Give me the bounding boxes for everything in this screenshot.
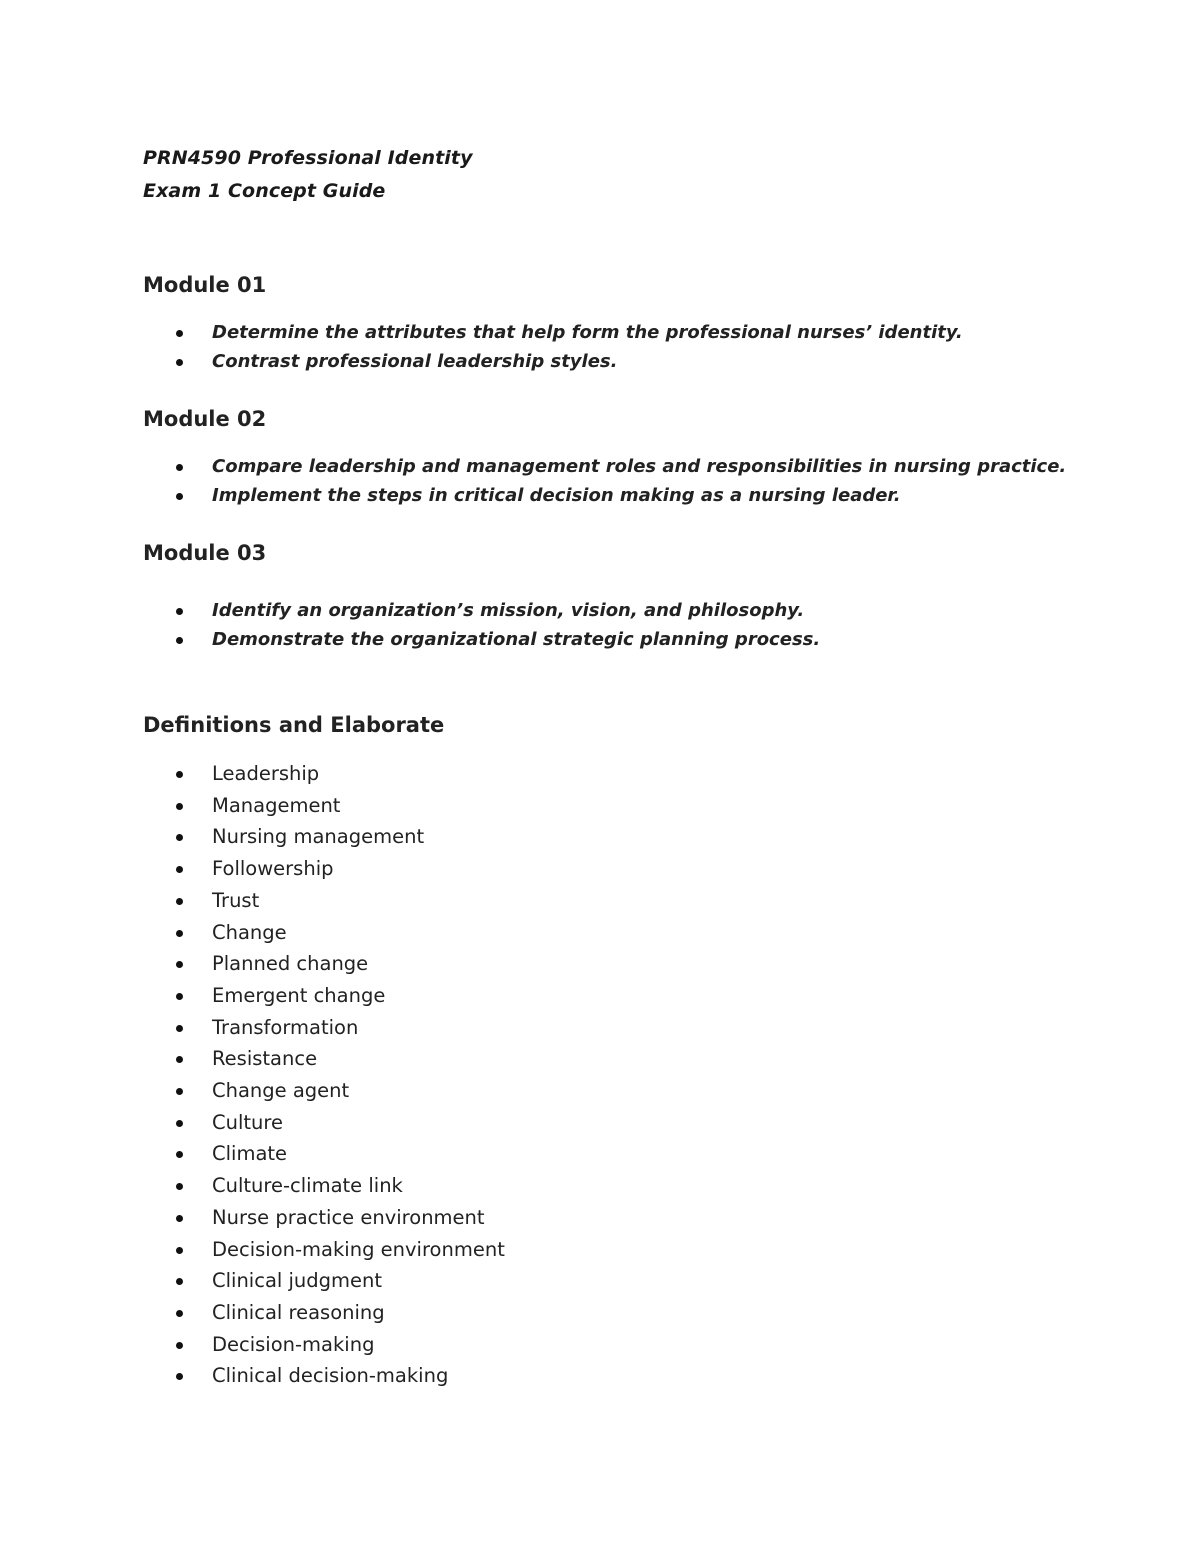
module-03-heading: Module 03	[143, 541, 267, 565]
definition-term-item: Nursing management	[143, 821, 505, 853]
document-title	[143, 142, 473, 208]
definition-term-item: Clinical reasoning	[143, 1297, 505, 1329]
definition-term-item: Followership	[143, 853, 505, 885]
module-02-objectives	[143, 452, 1066, 510]
definitions-heading: Definitions and Elaborate	[143, 713, 445, 737]
definition-term-item: Transformation	[143, 1012, 505, 1044]
definition-term-item: Culture-climate link	[143, 1170, 505, 1202]
definition-term-item: Nurse practice environment	[143, 1202, 505, 1234]
definition-term-item: Trust	[143, 885, 505, 917]
definition-term-item: Culture	[143, 1107, 505, 1139]
definition-term-item: Change	[143, 917, 505, 949]
module-03-objectives	[143, 596, 820, 654]
definition-term-item: Clinical judgment	[143, 1265, 505, 1297]
definition-term-item: Change agent	[143, 1075, 505, 1107]
definitions-terms-list	[143, 758, 505, 1392]
definition-term-item: Climate	[143, 1138, 505, 1170]
guide-title: Exam 1 Concept Guide	[143, 180, 386, 202]
objective-item: Identify an organization’s mission, vision, and philosophy.	[143, 596, 820, 625]
definition-term-item: Decision-making environment	[143, 1234, 505, 1266]
objective-item: Implement the steps in critical decision making as a nursing leader.	[143, 481, 1066, 510]
definition-term-item: Resistance	[143, 1043, 505, 1075]
module-01-heading: Module 01	[143, 273, 267, 297]
definition-term-item: Leadership	[143, 758, 505, 790]
definition-term-item: Clinical decision-making	[143, 1360, 505, 1392]
module-01-objectives	[143, 318, 963, 376]
objective-item: Contrast professional leadership styles.	[143, 347, 963, 376]
objective-item: Demonstrate the organizational strategic planning process.	[143, 625, 820, 654]
definition-term-item: Emergent change	[143, 980, 505, 1012]
definition-term-item: Management	[143, 790, 505, 822]
definition-term-item: Decision-making	[143, 1329, 505, 1361]
module-02-heading: Module 02	[143, 407, 267, 431]
definition-term-item: Planned change	[143, 948, 505, 980]
objective-item: Compare leadership and management roles and responsibilities in nursing practice.	[143, 452, 1066, 481]
objective-item: Determine the attributes that help form the professional nurses’ identity.	[143, 318, 963, 347]
course-title: PRN4590 Professional Identity	[143, 147, 473, 169]
